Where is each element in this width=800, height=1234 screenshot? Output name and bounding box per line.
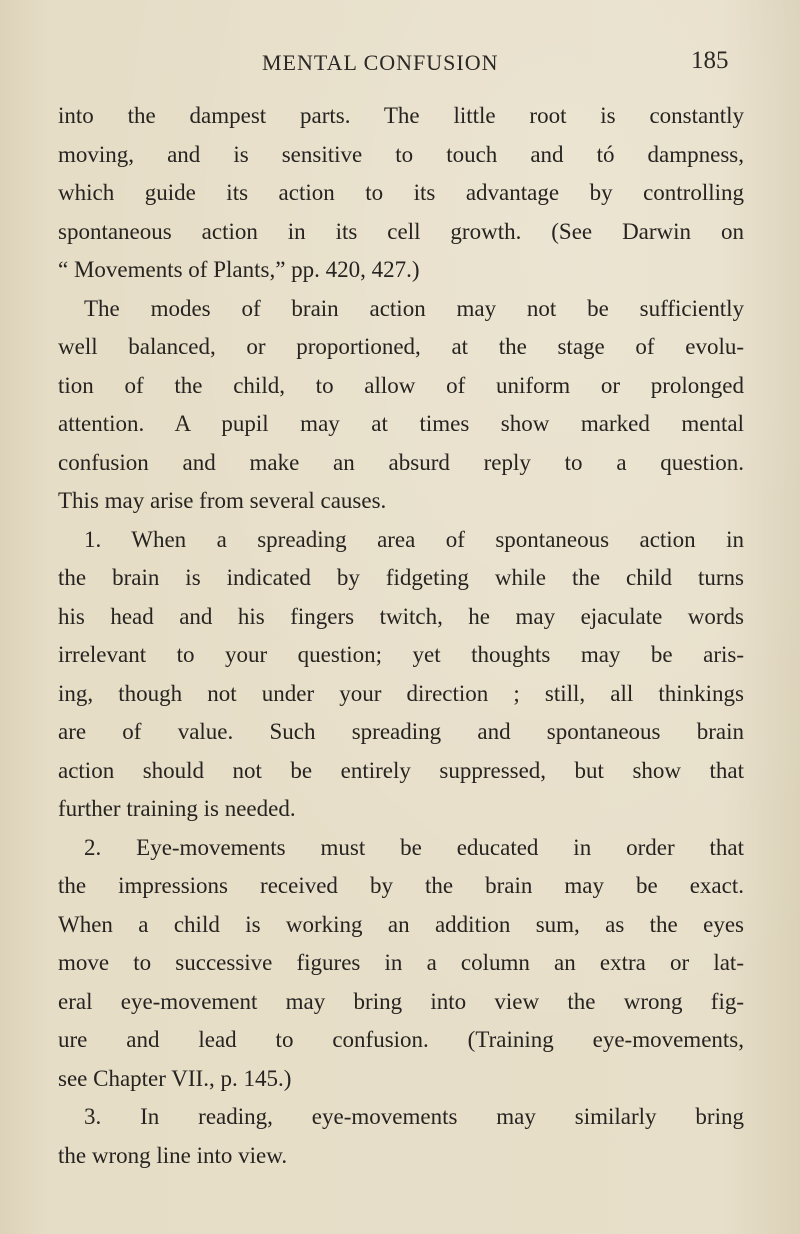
text-line: see Chapter VII., p. 145.) [58,1065,292,1091]
text-line: confusion and make an absurd reply to a question. [58,449,744,475]
text-line: into the dampest parts. The little root is constantly [58,103,744,128]
text-line: eral eye-movement may bring into view the wrong fig- [58,988,744,1014]
page-number: 185 [691,47,729,74]
text-line: 3. In reading, eye-movements may similarly bring [84,1104,744,1129]
text-line: action should not be entirely suppressed, but show that [58,757,744,783]
text-line: his head and his fingers twitch, he may ejaculate words [58,603,744,629]
text-line: tion of the child, to allow of uniform or prolonged [58,372,744,398]
text-line: the wrong line into view. [58,1142,288,1168]
text-line: are of value. Such spreading and spontaneous brain [58,719,744,744]
text-line: This may arise from several causes. [58,488,387,513]
text-line: The modes of brain action may not be sufficiently [84,295,744,321]
text-line: ing, though not under your direction ; still, all thinkings [58,680,744,706]
page-header [0,47,800,80]
running-title: MENTAL CONFUSION [262,50,499,75]
text-line: ure and lead to confusion. (Training eye-movements, [58,1027,744,1052]
text-line: well balanced, or proportioned, at the stage of evolu- [58,334,744,359]
text-line: the impressions received by the brain may be exact. [58,873,744,898]
text-line: move to successive figures in a column an extra or lat- [58,950,744,975]
text-line: spontaneous action in its cell growth. (See Darwin on [58,218,744,244]
text-line: irrelevant to your question; yet thoughts may be aris- [58,642,744,667]
text-line: moving, and is sensitive to touch and tó dampness, [58,141,744,167]
text-line: further training is needed. [58,796,296,821]
text-line: When a child is working an addition sum, as the eyes [58,911,744,937]
text-line: which guide its action to its advantage by controlling [58,180,744,205]
text-line: the brain is indicated by fidgeting while the child turns [58,565,744,590]
text-line: 2. Eye-movements must be educated in order that [84,834,744,860]
body-text [58,97,744,1175]
text-line: attention. A pupil may at times show marked mental [58,411,744,436]
text-line: “ Movements of Plants,” pp. 420, 427.) [58,257,420,282]
text-line: 1. When a spreading area of spontaneous action in [84,526,744,552]
